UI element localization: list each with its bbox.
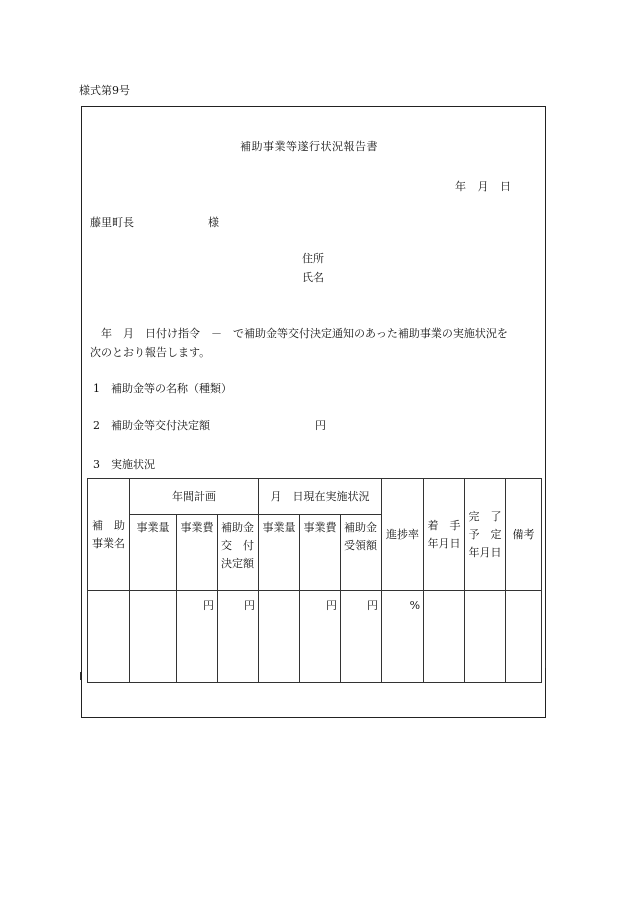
- date-line: 年 月 日: [455, 180, 511, 193]
- completion-date-header: [465, 479, 506, 591]
- honorific: 様: [208, 216, 219, 229]
- start-date-cell[interactable]: [424, 591, 465, 683]
- start-date-header: [424, 479, 465, 591]
- project-name-header-line2: 事業名: [92, 536, 125, 550]
- implementation-status-table: [87, 478, 542, 683]
- completion-date-header-line3: 年月日: [468, 545, 502, 559]
- plan-grant-header-line2: 交 付: [221, 539, 254, 552]
- status-volume-cell[interactable]: [259, 591, 300, 683]
- plan-grant-header-line1: 補助金: [221, 521, 254, 534]
- form-number: 様式第9号: [79, 84, 130, 97]
- plan-cost-cell[interactable]: 円: [177, 591, 218, 683]
- document-title: 補助事業等遂行状況報告書: [240, 140, 378, 153]
- item-2-yen-unit: 円: [315, 419, 326, 432]
- status-grant-header-line2: 受領額: [344, 539, 377, 552]
- status-grant-header-line1: 補助金: [344, 521, 377, 534]
- project-name-cell[interactable]: [88, 591, 130, 683]
- plan-cost-header: 事業費: [177, 515, 218, 591]
- item-1-grant-name: 1 補助金等の名称（種類）: [93, 382, 232, 395]
- completion-date-header-line1: 完 了: [468, 509, 502, 523]
- remarks-cell[interactable]: [506, 591, 542, 683]
- item-3-implementation-status: 3 実施状況: [93, 458, 155, 471]
- status-cost-cell[interactable]: 円: [300, 591, 341, 683]
- status-volume-header: 事業量: [259, 515, 300, 591]
- address-label: 住所: [302, 252, 324, 265]
- plan-grant-header: [218, 515, 259, 591]
- current-status-header: 月 日現在実施状況: [259, 479, 382, 515]
- completion-date-header-line2: 予 定: [468, 527, 502, 541]
- plan-volume-header: 事業量: [130, 515, 177, 591]
- start-date-header-line2: 年月日: [427, 536, 461, 550]
- right-edge-mark: [545, 660, 546, 668]
- name-label: 氏名: [302, 271, 324, 284]
- progress-rate-cell[interactable]: %: [382, 591, 424, 683]
- item-2-grant-amount: 2 補助金等交付決定額: [93, 419, 210, 432]
- remarks-header: 備考: [506, 479, 542, 591]
- project-name-header-line1: 補 助: [92, 518, 125, 532]
- plan-grant-header-line3: 決定額: [221, 557, 254, 570]
- status-cost-header: 事業費: [300, 515, 341, 591]
- completion-date-cell[interactable]: [465, 591, 506, 683]
- body-text-line-1: 年 月 日付け指令 － で補助金等交付決定通知のあった補助事業の実施状況を: [90, 327, 508, 340]
- status-grant-cell[interactable]: 円: [341, 591, 382, 683]
- progress-rate-header: 進捗率: [382, 479, 424, 591]
- body-text-line-2: 次のとおり報告します。: [90, 346, 211, 359]
- plan-grant-cell[interactable]: 円: [218, 591, 259, 683]
- addressee: 藤里町長: [90, 216, 134, 229]
- project-name-header: [88, 479, 130, 591]
- plan-volume-cell[interactable]: [130, 591, 177, 683]
- left-edge-mark: [80, 672, 81, 680]
- annual-plan-header: 年間計画: [130, 479, 259, 515]
- status-grant-header: [341, 515, 382, 591]
- start-date-header-line1: 着 手: [427, 518, 461, 532]
